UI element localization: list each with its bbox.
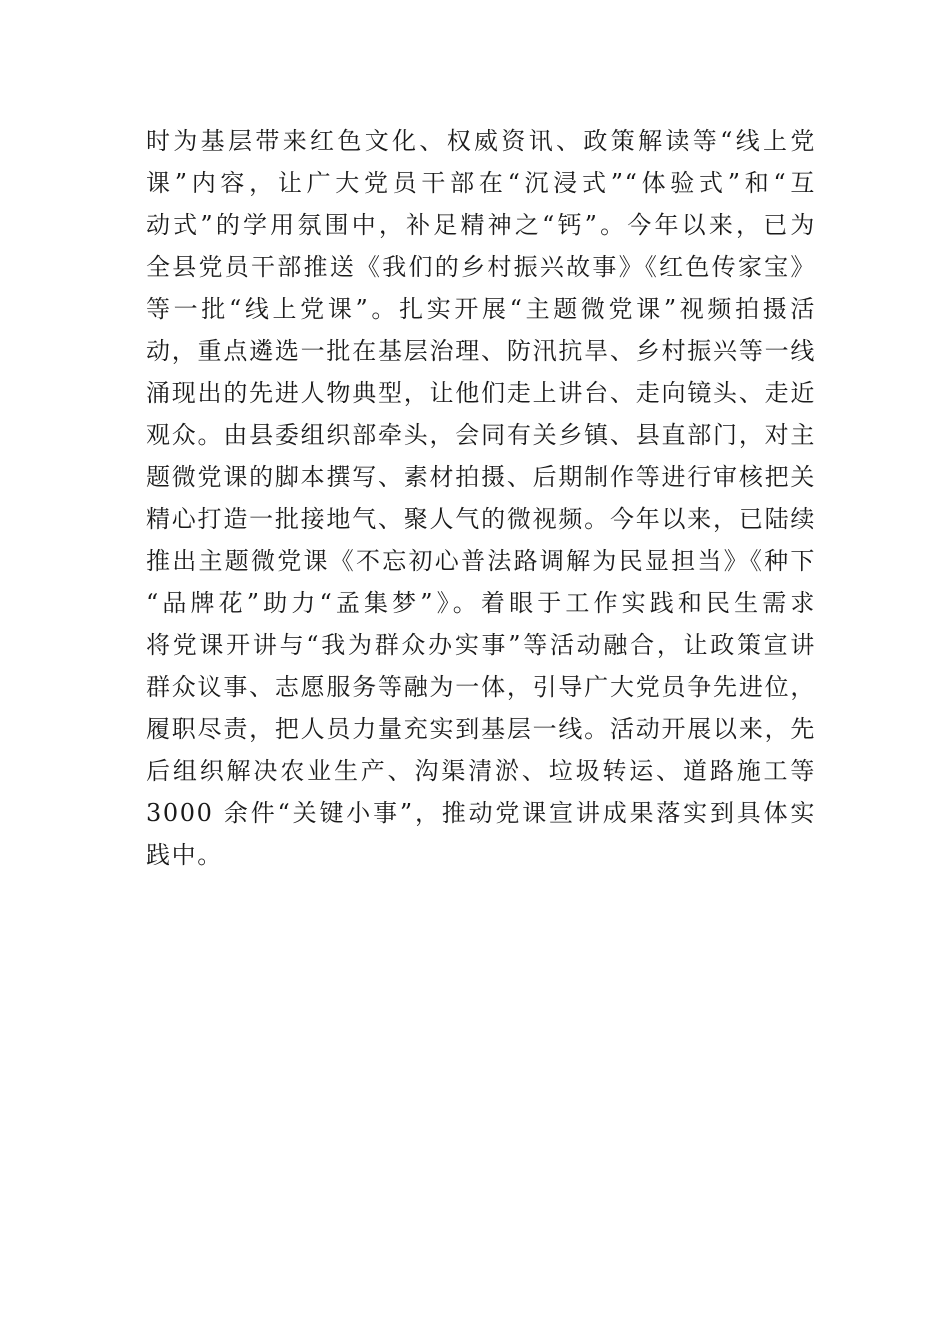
text-line: 涌现出的先进人物典型，让他们走上讲台、走向镜头、走近 xyxy=(146,379,816,407)
text-line: 精心打造一批接地气、聚人气的微视频。今年以来，已陆续 xyxy=(146,505,816,533)
text-line: 动，重点遴选一批在基层治理、防汛抗旱、乡村振兴等一线 xyxy=(146,337,816,365)
text-line: “品牌花”助力“孟集梦”》。着眼于工作实践和民生需求 xyxy=(146,589,816,617)
body-paragraph xyxy=(146,120,816,876)
text-line: 观众。由县委组织部牵头，会同有关乡镇、县直部门，对主 xyxy=(146,421,816,449)
text-line: 等一批“线上党课”。扎实开展“主题微党课”视频拍摄活 xyxy=(146,295,816,323)
text-line: 将党课开讲与“我为群众办实事”等活动融合，让政策宣讲 xyxy=(146,631,816,659)
text-line: 3000 余件“关键小事”，推动党课宣讲成果落实到具体实 xyxy=(146,799,816,827)
text-line: 践中。 xyxy=(146,841,223,869)
text-line: 全县党员干部推送《我们的乡村振兴故事》《红色传家宝》 xyxy=(146,253,816,281)
text-line: 时为基层带来红色文化、权威资讯、政策解读等“线上党 xyxy=(146,127,816,155)
text-line: 履职尽责，把人员力量充实到基层一线。活动开展以来，先 xyxy=(146,715,816,743)
text-line: 题微党课的脚本撰写、素材拍摄、后期制作等进行审核把关 xyxy=(146,463,816,491)
text-line: 群众议事、志愿服务等融为一体，引导广大党员争先进位， xyxy=(146,673,816,701)
text-line: 动式”的学用氛围中，补足精神之“钙”。今年以来，已为 xyxy=(146,211,816,239)
text-line: 课”内容，让广大党员干部在“沉浸式”“体验式”和“互 xyxy=(146,169,816,197)
text-line: 后组织解决农业生产、沟渠清淤、垃圾转运、道路施工等 xyxy=(146,757,816,785)
text-line: 推出主题微党课《不忘初心普法路调解为民显担当》《种下 xyxy=(146,547,816,575)
